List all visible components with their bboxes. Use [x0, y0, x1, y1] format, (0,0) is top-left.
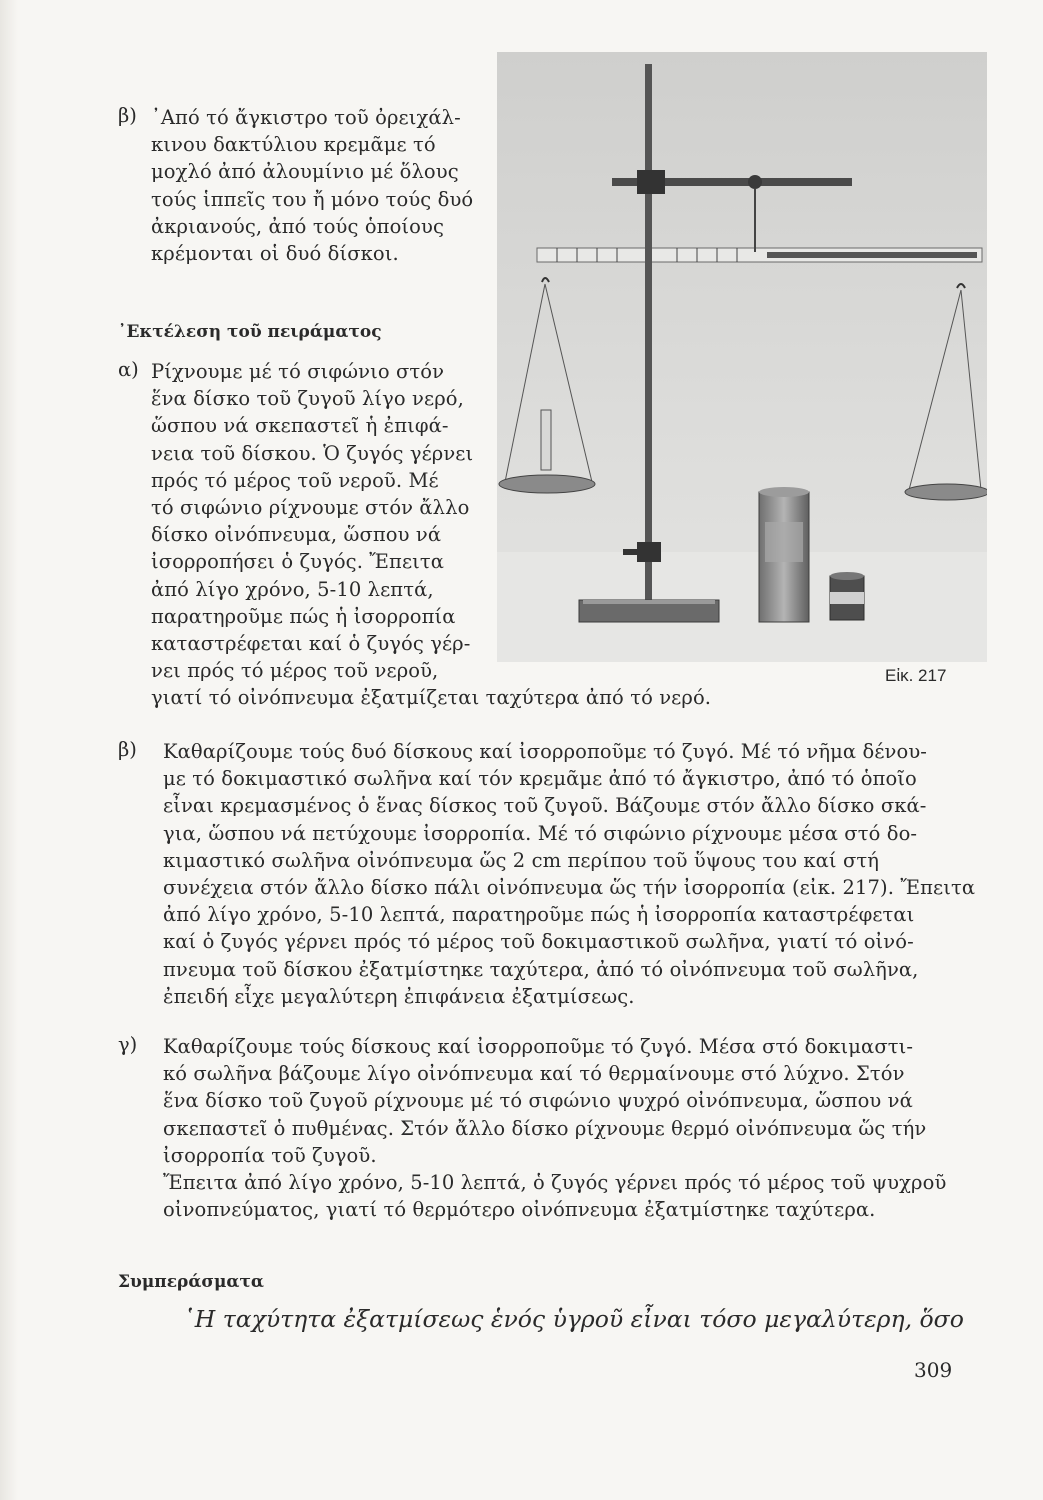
text-line: ἀπό λίγο χρόνο, 5-10 λεπτά, παρατηροῦμε πώς ἡ ἰσορροπία καταστρέφεται	[163, 903, 915, 927]
text-line: ἰσορροπήσει ὁ ζυγός. Ἔπειτα	[151, 550, 445, 574]
text-line: κό σωλῆνα βάζουμε λίγο οἰνόπνευμα καί τό θερμαίνουμε στό λύχνο. Στόν	[163, 1062, 905, 1086]
text-line: ἰσορροπία τοῦ ζυγοῦ.	[163, 1143, 377, 1167]
text-line: γιατί τό οἰνόπνευμα ἐξατμίζεται ταχύτερα ἀπό τό νερό.	[151, 686, 712, 710]
text-line: δίσκο οἰνόπνευμα, ὥσπου νά	[151, 523, 442, 547]
text-line: ἀκριανούς, ἀπό τούς ὁποίους	[151, 214, 444, 238]
text-line: νει πρός τό μέρος τοῦ νεροῦ,	[151, 659, 439, 683]
text-line: καταστρέφεται καί ὁ ζυγός γέρ-	[151, 632, 471, 656]
text-line: τούς ἱππεῖς του ἤ μόνο τούς δυό	[151, 187, 474, 211]
text-line: Καθαρίζουμε τούς δίσκους καί ἰσορροποῦμε τό ζυγό. Μέσα στό δοκιμαστι-	[163, 1035, 914, 1058]
step-b-marker: β)	[118, 738, 137, 761]
intro-paragraph	[151, 104, 473, 267]
step-c-marker: γ)	[118, 1033, 138, 1056]
figure-caption: Εἰκ. 217	[885, 666, 947, 685]
text-line: συνέχεια στόν ἄλλο δίσκο πάλι οἰνόπνευμα ὥς τήν ἰσορροπία (εἰκ. 217). Ἔπειτα	[163, 876, 976, 900]
text-line: τό σιφώνιο ρίχνουμε στόν ἄλλο	[151, 496, 470, 520]
text-line: καί ὁ ζυγός γέρνει πρός τό μέρος τοῦ δοκιμαστικοῦ σωλῆνα, γιατί τό οἰνό-	[163, 930, 914, 954]
text-line: Καθαρίζουμε τούς δυό δίσκους καί ἰσορροποῦμε τό ζυγό. Μέ τό νῆμα δένου-	[163, 740, 927, 763]
text-line: Ἔπειτα ἀπό λίγο χρόνο, 5-10 λεπτά, ὁ ζυγός γέρνει πρός τό μέρος τοῦ ψυχροῦ	[163, 1171, 947, 1195]
text-line: ὥσπου νά σκεπαστεῖ ἡ ἐπιφά-	[151, 414, 449, 438]
procedure-heading: ᾿Εκτέλεση τοῦ πειράματος	[118, 322, 382, 342]
text-line: παρατηροῦμε πώς ἡ ἰσορροπία	[151, 604, 456, 628]
text-line: σκεπαστεῖ ὁ πυθμένας. Στόν ἄλλο δίσκο ρίχνουμε θερμό οἰνόπνευμα ὥς τήν	[163, 1116, 927, 1140]
intro-marker: β)	[118, 104, 137, 127]
step-b-paragraph	[163, 738, 975, 1010]
text-line: ἕνα δίσκο τοῦ ζυγοῦ ρίχνουμε μέ τό σιφώνιο ψυχρό οἰνόπνευμα, ὥσπου νά	[163, 1089, 913, 1113]
text-line: ἐπειδή εἶχε μεγαλύτερη ἐπιφάνεια ἐξατμίσεως.	[163, 984, 635, 1008]
text-line: ᾿Από τό ἄγκιστρο τοῦ ὀρειχάλ-	[151, 106, 461, 129]
text-line: κινου δακτύλιου κρεμᾶμε τό	[151, 133, 436, 157]
step-a-marker: α)	[118, 358, 139, 381]
text-line: μοχλό ἀπό ἀλουμίνιο μέ ὅλους	[151, 160, 459, 184]
text-line: εἶναι κρεμασμένος ὁ ἕνας δίσκος τοῦ ζυγοῦ. Βάζουμε στόν ἄλλο δίσκο σκά-	[163, 794, 927, 818]
balance-apparatus-illustration	[497, 52, 987, 662]
conclusion-text: ῾Η ταχύτητα ἐξατμίσεως ἑνός ὑγροῦ εἶναι τόσο μεγαλύτερη, ὅσο	[183, 1305, 964, 1333]
text-line: πρός τό μέρος τοῦ νεροῦ. Μέ	[151, 468, 439, 492]
page-edge-shadow	[0, 0, 18, 1500]
conclusions-heading: Συμπεράσματα	[118, 1272, 265, 1292]
text-line: κρέμονται οἱ δυό δίσκοι.	[151, 242, 399, 266]
text-line: πνευμα τοῦ δίσκου ἐξατμίστηκε ταχύτερα, ἀπό τό οἰνόπνευμα τοῦ σωλῆνα,	[163, 957, 919, 981]
text-line: νεια τοῦ δίσκου. Ὁ ζυγός γέρνει	[151, 441, 474, 465]
text-line: κιμαστικό σωλῆνα οἰνόπνευμα ὥς 2 cm περίπου τοῦ ὕψους του καί στή	[163, 848, 880, 872]
text-line: ἕνα δίσκο τοῦ ζυγοῦ λίγο νερό,	[151, 387, 464, 411]
text-line: για, ὥσπου νά πετύχουμε ἰσορροπία. Μέ τό σιφώνιο ρίχνουμε μέσα στό δο-	[163, 821, 918, 845]
step-c-paragraph	[163, 1033, 946, 1223]
figure-217-photo	[497, 52, 987, 662]
text-line: ἀπό λίγο χρόνο, 5-10 λεπτά,	[151, 577, 434, 601]
text-line: οἰνοπνεύματος, γιατί τό θερμότερο οἰνόπνευμα ἐξατμίστηκε ταχύτερα.	[163, 1198, 876, 1222]
text-line: Ρίχνουμε μέ τό σιφώνιο στόν	[151, 360, 445, 383]
page-number: 309	[914, 1358, 953, 1382]
text-line: με τό δοκιμαστικό σωλῆνα καί τόν κρεμᾶμε ἀπό τό ἄγκιστρο, ἀπό τό ὁποῖο	[163, 767, 917, 791]
